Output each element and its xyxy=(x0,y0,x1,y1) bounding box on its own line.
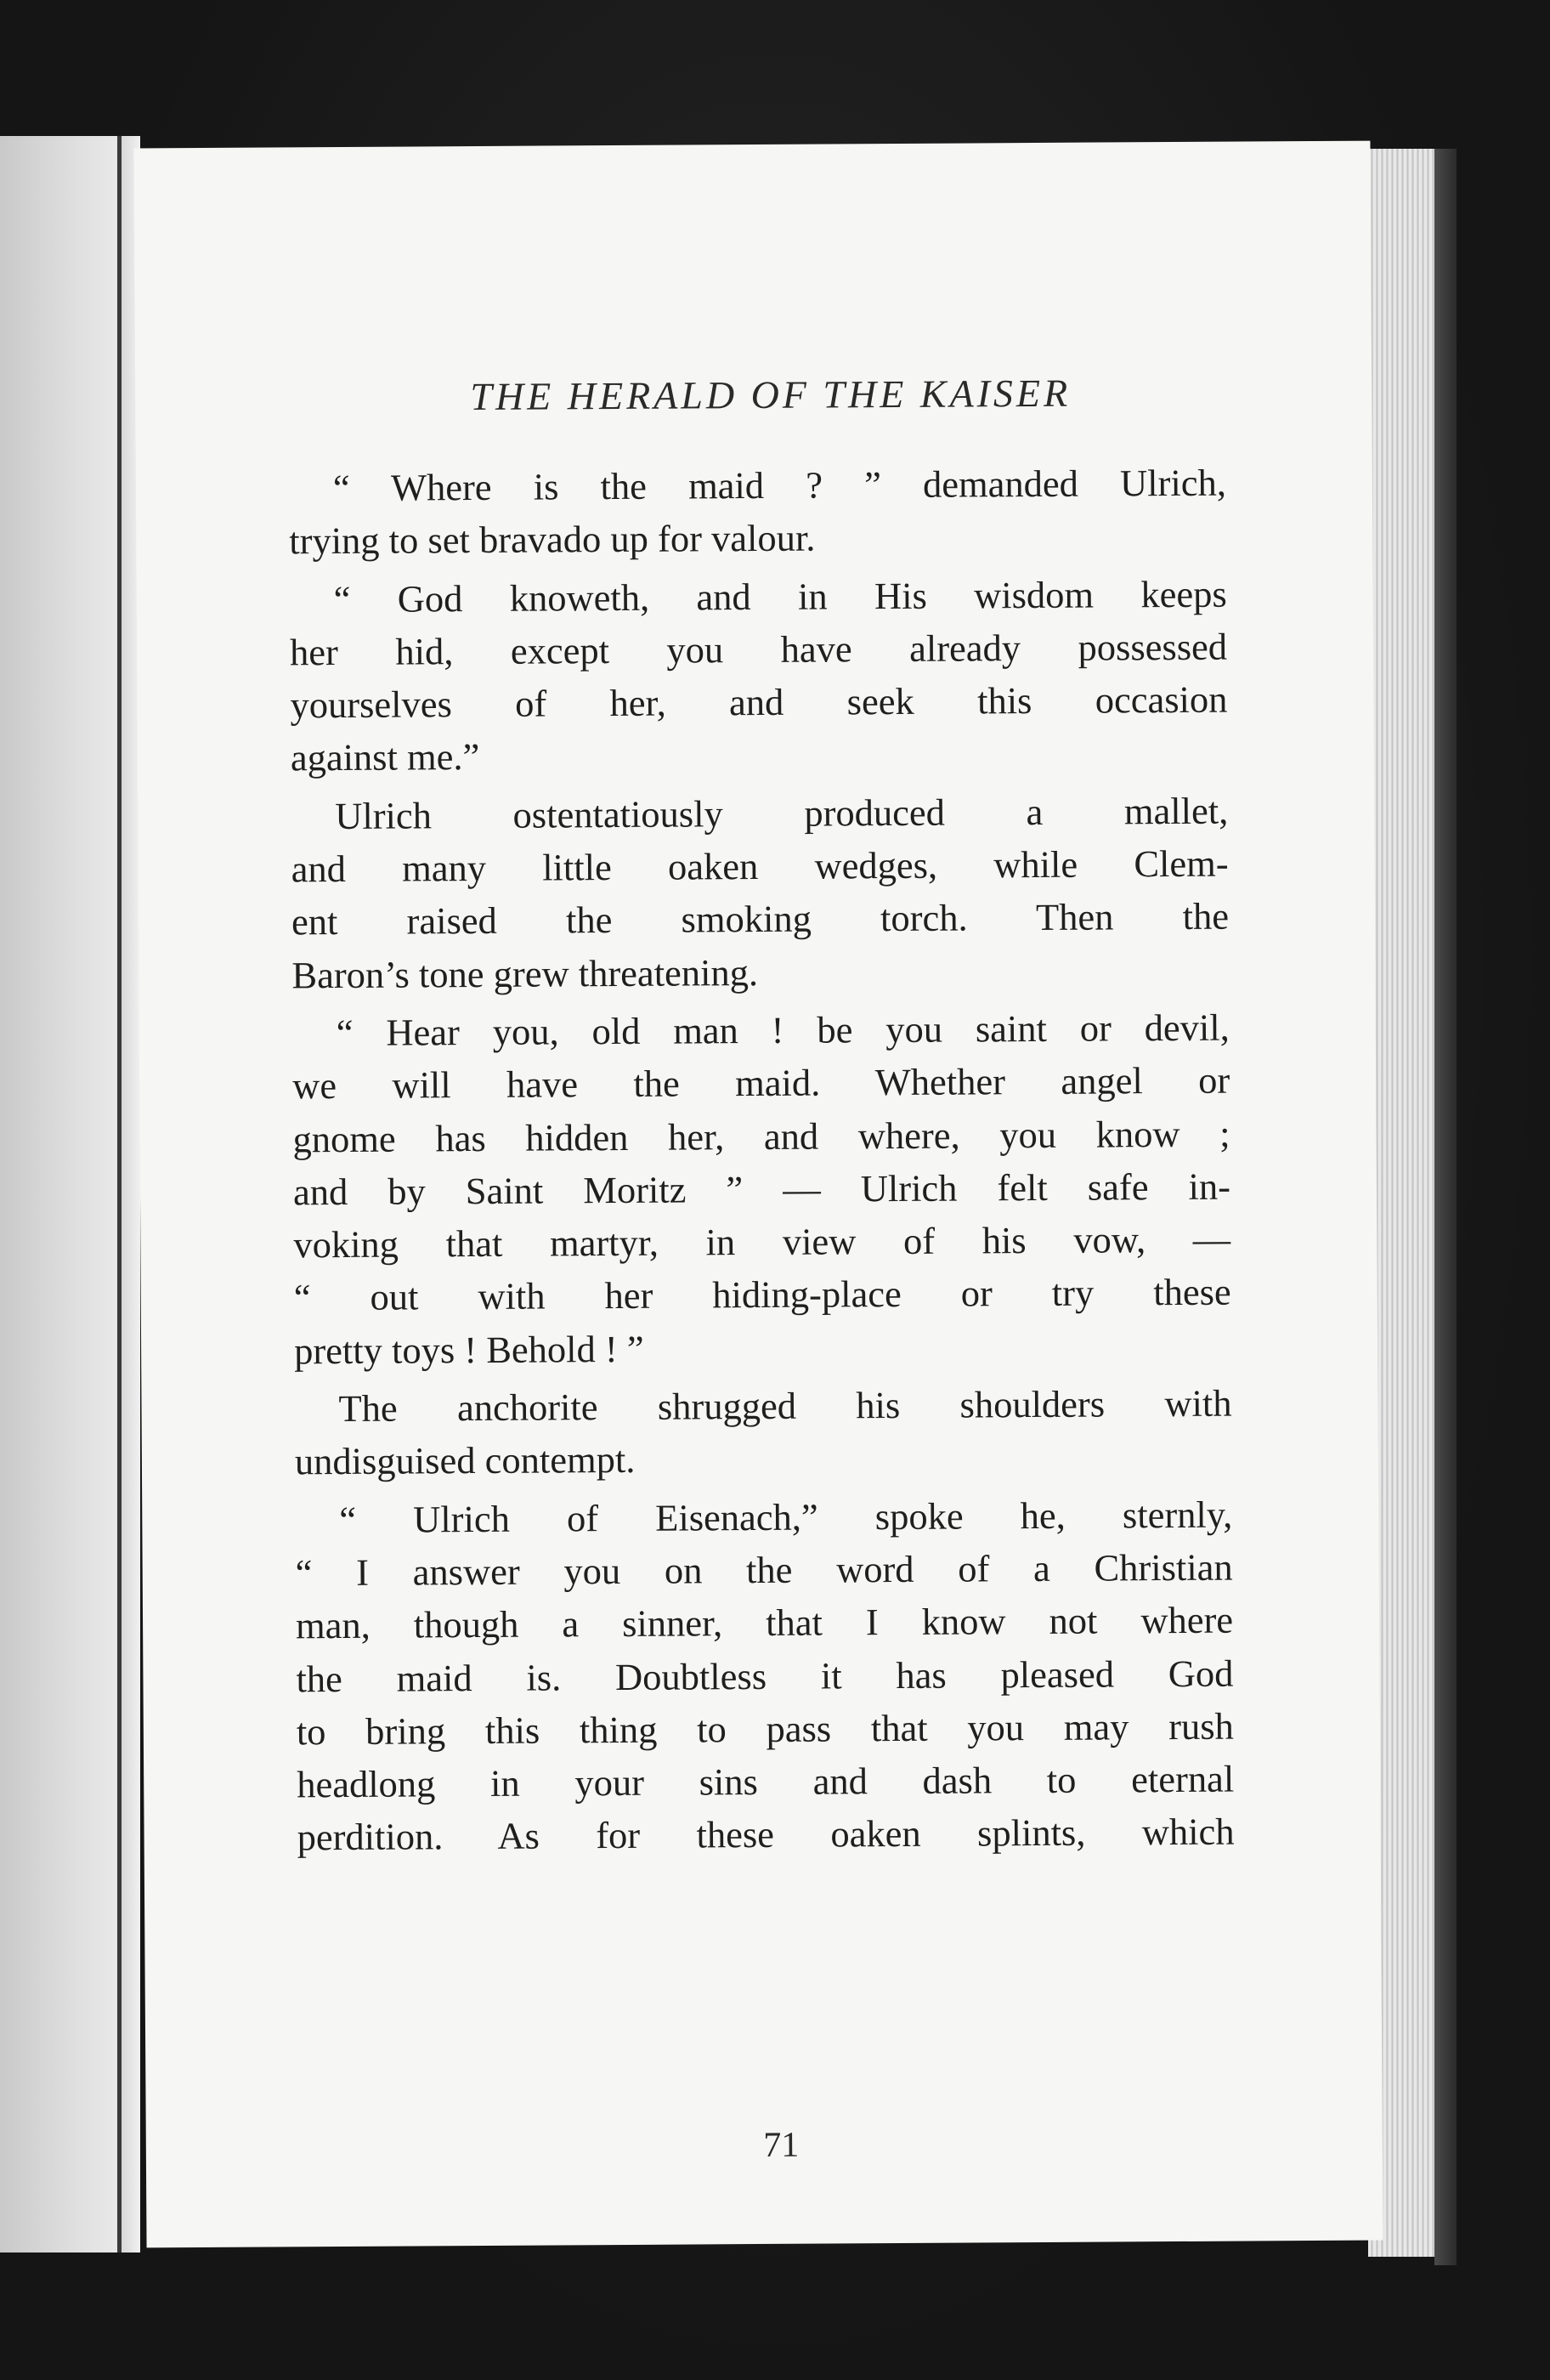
text-line: “ Hear you, old man ! be you saint or devil, xyxy=(336,1006,1230,1054)
text-line: Ulrich ostentatiously produced a mallet, xyxy=(335,789,1229,837)
page-body xyxy=(289,456,1235,1864)
text-line: trying to set bravado up for valour. xyxy=(289,516,816,563)
text-line: pretty toys ! Behold ! ” xyxy=(293,1327,644,1373)
text-line: to bring this thing to pass that you may rush xyxy=(296,1704,1234,1754)
text-line: the maid is. Doubtless it has pleased God xyxy=(296,1652,1234,1700)
text-line: “ out with her hiding-place or try these xyxy=(293,1271,1231,1319)
text-line: voking that martyr, in view of his vow, — xyxy=(293,1217,1231,1266)
text-line: “ Ulrich of Eisenach,” spoke he, sternly, xyxy=(339,1493,1233,1541)
text-line: “ I answer you on the word of a Christian xyxy=(295,1545,1233,1595)
text-line: and many little oaken wedges, while Clem- xyxy=(291,842,1229,891)
page-number: 71 xyxy=(763,2125,800,2165)
text-line: headlong in your sins and dash to eternal xyxy=(297,1757,1235,1806)
text-line: and by Saint Moritz ” — Ulrich felt safe in- xyxy=(292,1164,1231,1214)
facing-page xyxy=(0,136,119,2252)
text-line: The anchorite shrugged his shoulders with xyxy=(338,1381,1232,1431)
text-line: “ God knoweth, and in His wisdom keeps xyxy=(333,572,1227,620)
text-line: Baron’s tone grew threatening. xyxy=(291,950,759,997)
text-line: “ Where is the maid ? ” demanded Ulrich, xyxy=(332,461,1227,510)
text-line: perdition. As for these oaken splints, which xyxy=(297,1810,1235,1859)
text-line: man, though a sinner, that I know not where xyxy=(295,1598,1234,1647)
text-line: against me.” xyxy=(290,735,480,779)
running-head: THE HERALD OF THE KAISER xyxy=(470,371,1072,419)
text-line: gnome has hidden her, and where, you know ; xyxy=(292,1112,1230,1160)
text-line: her hid, except you have already possessed xyxy=(289,625,1228,674)
text-line: ent raised the smoking torch. Then the xyxy=(291,894,1230,944)
text-line: undisguised contempt. xyxy=(294,1438,636,1483)
text-line: we will have the maid. Whether angel or xyxy=(292,1058,1230,1108)
text-line: yourselves of her, and seek this occasion xyxy=(290,677,1228,727)
book-cover-edge xyxy=(1434,149,1457,2265)
book-page xyxy=(133,141,1383,2248)
